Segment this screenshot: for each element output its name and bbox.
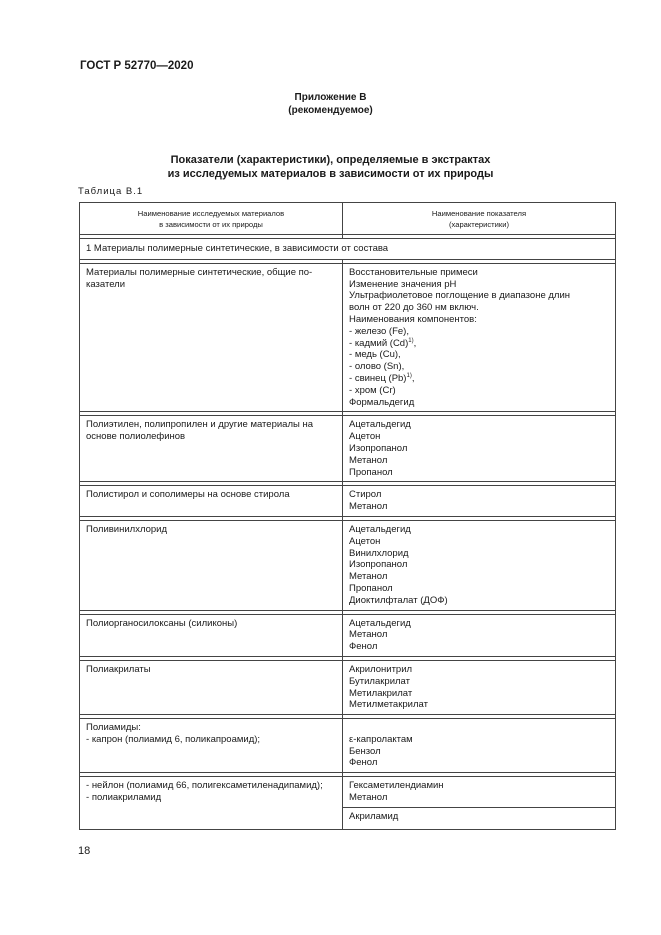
- table-header-row: [80, 203, 616, 235]
- table-row: [80, 719, 616, 773]
- page-number: 18: [78, 845, 91, 857]
- material-cell: Полиорганосилоксаны (силиконы): [80, 614, 343, 656]
- material-cell: Полистирол и сополимеры на основе стирола: [80, 486, 343, 517]
- lead-item: - свинец $(Pb)^{1)}$,: [349, 373, 610, 385]
- table-row: [80, 416, 616, 482]
- document-code: ГОСТ Р 52770—2020: [80, 60, 194, 72]
- indicator-cell: Стирол Метанол: [343, 486, 616, 517]
- material-cell: Материалы полимерные синтетические, общие по- казатели: [80, 263, 343, 412]
- table-row: [80, 614, 616, 656]
- material-cell: Полиэтилен, полипропилен и другие материалы на основе полиолефинов: [80, 416, 343, 482]
- table-row: [80, 660, 616, 714]
- section-row: [80, 239, 616, 260]
- appendix-title: Приложение В: [294, 92, 367, 103]
- indicator-cell: Ацетальдегид Ацетон Винилхлорид Изопропанол Метанол Пропанол Диоктилфталат (ДОФ): [343, 520, 616, 610]
- section-title-line1: Показатели (характеристики), определяемые в экстрактах: [170, 154, 491, 166]
- appendix-heading: [0, 91, 661, 117]
- section-title: [0, 153, 661, 181]
- indicator-cell: Ацетальдегид Ацетон Изопропанол Метанол Пропанол: [343, 416, 616, 482]
- material-cell: - нейлон (полиамид 66, полигексаметиленадипамид); - полиакриламид: [80, 777, 343, 829]
- header-indicators: Наименование показателя (характеристики): [343, 203, 616, 235]
- table-row: [80, 520, 616, 610]
- indicator-cell: ε-капролактам Бензол Фенол: [343, 719, 616, 773]
- cadmium-item: - кадмий $(Cd)^{1)}$,: [349, 338, 610, 350]
- material-cell: Полиакрилаты: [80, 660, 343, 714]
- indicator-cell: Восстановительные примеси Изменение значения pH Ультрафиолетовое поглощение в диапазоне длин волн от 220 до 360 нм включ. Наименования компонентов: - железо (Fe), - кадмий $(Cd)^{1)}$, - медь (Cu), - олово (Sn), - свинец $(Pb)^{1)}$, - хром (Cr) Формальдегид: [343, 263, 616, 412]
- header-materials: Наименование исследуемых материалов в зависимости от их природы: [80, 203, 343, 235]
- indicator-cell: Ацетальдегид Метанол Фенол: [343, 614, 616, 656]
- table-label: Таблица В.1: [78, 186, 144, 197]
- material-cell: Поливинилхлорид: [80, 520, 343, 610]
- appendix-subtitle: (рекомендуемое): [288, 105, 373, 116]
- table-row: [80, 777, 616, 808]
- indicator-cell: Акриламид: [343, 807, 616, 829]
- indicator-cell: Акрилонитрил Бутилакрилат Метилакрилат Метилметакрилат: [343, 660, 616, 714]
- indicators-table: [79, 202, 616, 830]
- indicator-cell: Гексаметилендиамин Метанол: [343, 777, 616, 808]
- table-row: [80, 486, 616, 517]
- section-title-line2: из исследуемых материалов в зависимости от их природы: [167, 168, 494, 180]
- section-cell: 1 Материалы полимерные синтетические, в зависимости от состава: [80, 239, 616, 260]
- table-row: [80, 263, 616, 412]
- material-cell: Полиамиды: - капрон (полиамид 6, поликапроамид);: [80, 719, 343, 773]
